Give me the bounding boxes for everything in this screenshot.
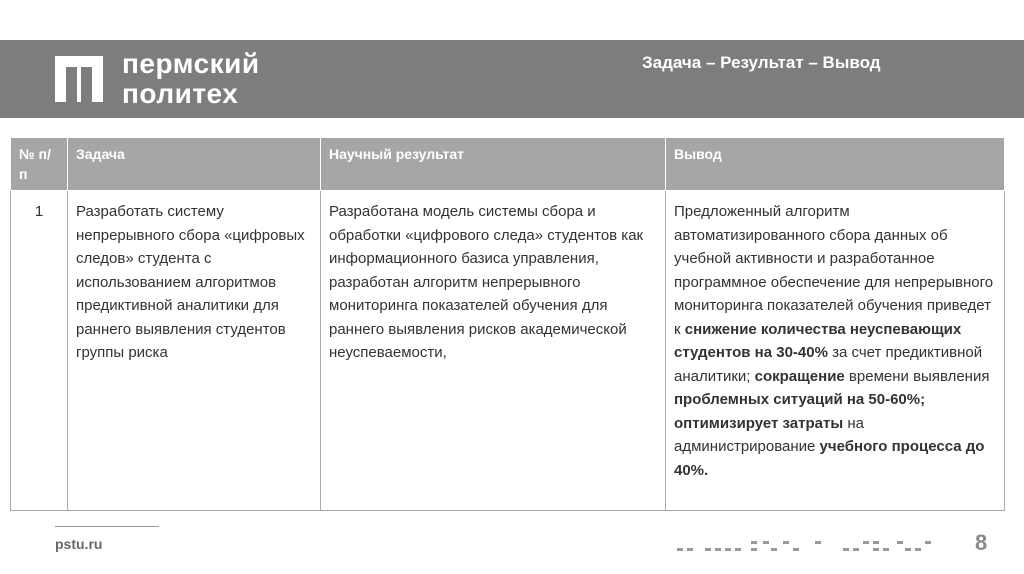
conclusion-text-1: Предложенный алгоритм автоматизированного сбора данных об учебной активности и разработанное программное обеспечение для непрерывного мониторинга показателей обучения приведет к (674, 203, 994, 338)
footer-url: pstu.ru (55, 536, 103, 552)
decorative-dash-pattern (675, 535, 965, 555)
conclusion-text-2: за счет предиктивной аналитики; (674, 344, 983, 385)
conclusion-bold-2: сокращение (754, 367, 845, 385)
header-bar (0, 40, 1024, 118)
pstu-logo-icon (55, 56, 103, 102)
cell-task: Разработать систему непрерывного сбора «цифровых следов» студента с использованием алгоритмов предиктивной аналитики для раннего выявления студентов группы риска (68, 191, 321, 511)
logo-text (122, 49, 260, 109)
top-strip (0, 0, 1024, 40)
header-task: Задача (68, 138, 321, 191)
header-result: Научный результат (321, 138, 666, 191)
table-row (11, 191, 1005, 511)
logo-line1: пермский (122, 48, 260, 79)
conclusion-bold-4: учебного процесса до 40%. (674, 438, 985, 479)
slide-title: Задача – Результат – Вывод (642, 53, 881, 72)
logo-line2: политех (122, 78, 239, 109)
cell-num: 1 (11, 191, 68, 511)
header-num: № п/п (11, 138, 68, 191)
page-number: 8 (975, 530, 988, 555)
conclusion-bold-3: проблемных ситуаций на 50-60%; оптимизирует затраты (674, 391, 926, 432)
header-conclusion: Вывод (666, 138, 1005, 191)
cell-conclusion (666, 191, 1005, 511)
conclusion-bold-1: снижение количества неуспевающих студентов на 30-40% (674, 320, 962, 361)
results-table (10, 137, 1005, 511)
table-header-row (11, 138, 1005, 191)
conclusion-text-4: на администрирование (674, 414, 864, 455)
cell-result: Разработана модель системы сбора и обработки «цифрового следа» студентов как информационного базиса управления, разработан алгоритм непрерывного мониторинга показателей обучения для раннего выявления рисков академической неуспеваемости, (321, 191, 666, 511)
conclusion-text-3: времени выявления (844, 367, 990, 385)
footer-divider (55, 526, 159, 527)
